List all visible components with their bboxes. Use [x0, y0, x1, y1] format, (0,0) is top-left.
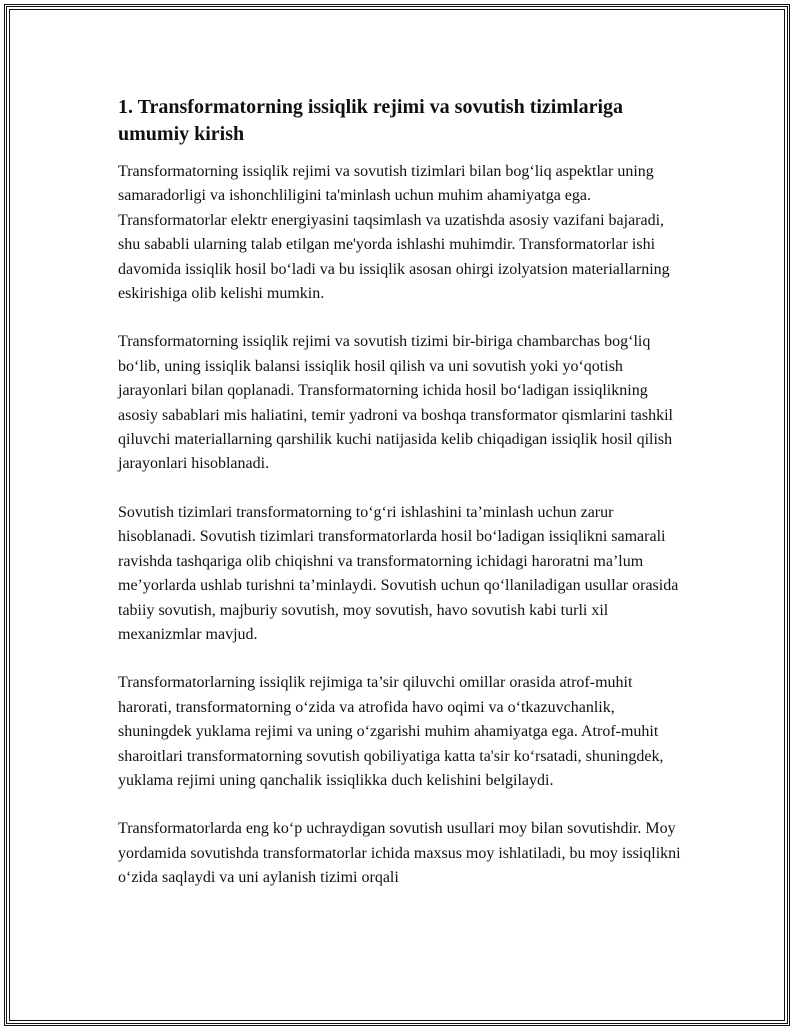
paragraph-4: Transformatorlarning issiqlik rejimiga ta’sir qiluvchi omillar orasida atrof-muhit harorati, transformatorning o‘zida va atrofida havo oqimi va o‘tkazuvchanlik, shuningdek yuklama rejimi va uning o‘zgarishi muhim ahamiyatga ega. Atrof-muhit sharoitlari transformatorning sovutish qobiliyatiga katta ta'sir ko‘rsatadi, shuningdek, yuklama rejimi uning qanchalik issiqlikka duch kelishini belgilaydi. — [118, 674, 664, 789]
paragraph-3: Sovutish tizimlari transformatorning to‘g‘ri ishlashini ta’minlash uchun zarur hisoblanadi. Sovutish tizimlari transformatorlarda hosil bo‘ladigan issiqlikni samarali ravishda tashqariga olib chiqishni va transformatorning ichidagi haroratni ma’lum me’yorlarda ushlab turishni ta’minlaydi. Sovutish uchun qo‘llaniladigan usullar orasida tabiiy sovutish, majburiy sovutish, moy sovutish, havo sovutish kabi turli xil mexanizmlar mavjud. — [118, 503, 679, 643]
section-heading: 1. Transformatorning issiqlik rejimi va sovutish tizimlariga umumiy kirish — [118, 96, 624, 145]
paragraph-2: Transformatorning issiqlik rejimi va sovutish tizimi bir-biriga chambarchas bog‘liq bo‘lib, uning issiqlik balansi issiqlik hosil qilish va uni sovutish yoki yo‘qotish jarayonlari bilan qoplanadi. Transformatorning ichida hosil bo‘ladigan issiqlikning asosiy sabablari mis haliatini, temir yadroni va boshqa transformator qismlarini tashkil qiluvchi materiallarning qarshilik kuchi natijasida kelib chiqadigan issiqlik hosil qilish jarayonlari hisoblanadi. — [118, 333, 673, 473]
document-body — [118, 94, 688, 915]
paragraph-5: Transformatorlarda eng ko‘p uchraydigan sovutish usullari moy bilan sovutishdir. Moy yordamida sovutishda transformatorlar ichida maxsus moy ishlatiladi, bu moy issiqlikni o‘zida saqlaydi va uni aylanish tizimi orqali — [118, 820, 681, 887]
paragraph-1: Transformatorning issiqlik rejimi va sovutish tizimlari bilan bog‘liq aspektlar uning samaradorligi va ishonchliligini ta'minlash uchun muhim ahamiyatga ega. Transformatorlar elektr energiyasini taqsimlash va uzatishda asosiy vazifani bajaradi, shu sababli ularning talab etilgan me'yorda ishlashi muhimdir. Transformatorlar ishi davomida issiqlik hosil bo‘ladi va bu issiqlik asosan ohirgi izolyatsion materiallarning eskirishiga olib kelishi mumkin. — [118, 163, 670, 303]
